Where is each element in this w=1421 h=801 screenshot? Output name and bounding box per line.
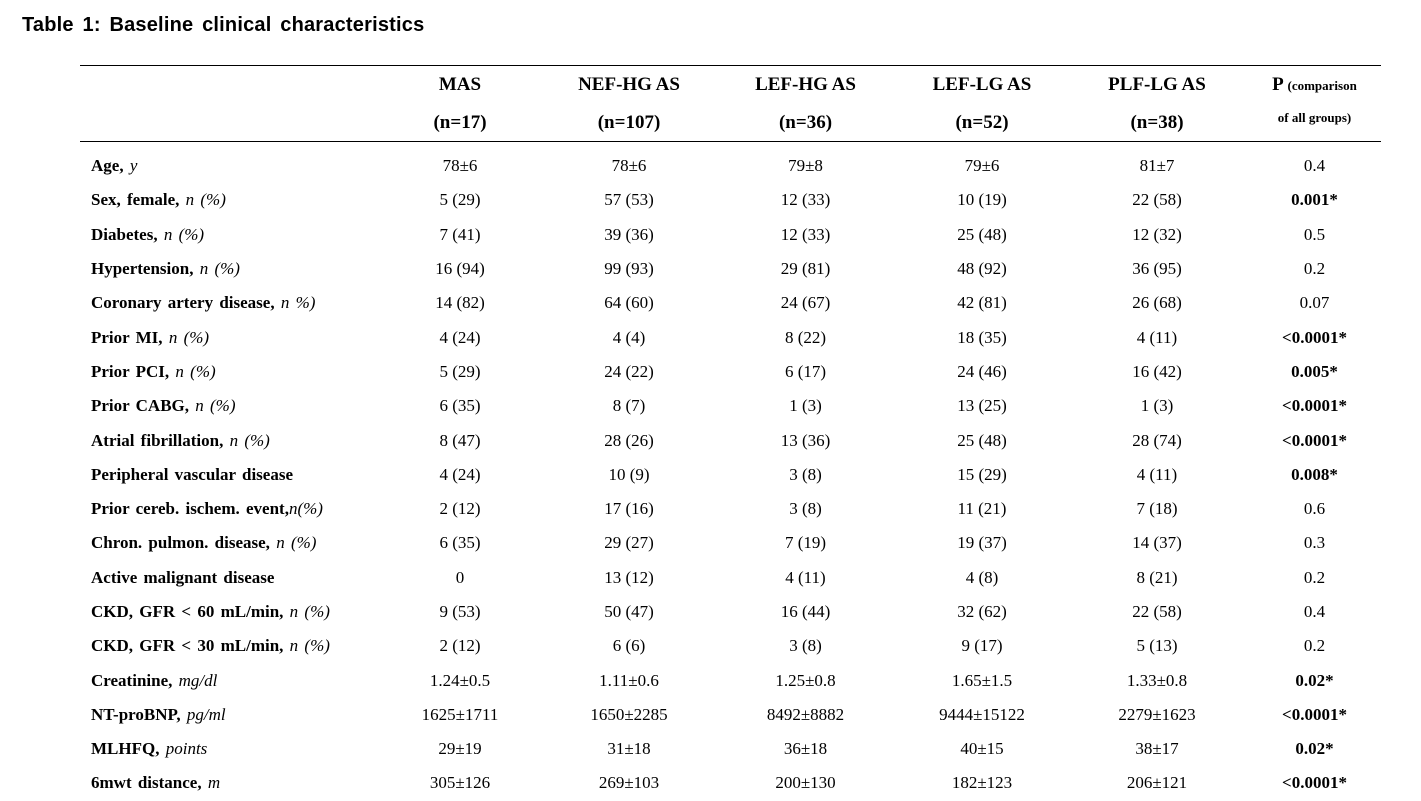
value-cell: 57 (53) [604, 190, 654, 210]
value-cell: 6 (35) [439, 396, 481, 416]
row-label-text: Coronary artery disease, [91, 293, 281, 313]
value-cell: 36±18 [783, 739, 828, 759]
p-value-cell: 0.4 [1303, 602, 1326, 621]
value-cell: 29±19 [438, 739, 482, 759]
row-label-text: 6mwt distance, [91, 773, 208, 793]
value-cell: 1.65±1.5 [951, 670, 1013, 690]
row-label-unit: n (%) [175, 361, 216, 381]
table-row [80, 423, 1381, 457]
row-label [80, 149, 375, 183]
row-label-text: Peripheral vascular disease [91, 464, 293, 484]
value-cell: 18 (35) [957, 327, 1007, 347]
value-cell: 8 (21) [1136, 567, 1178, 587]
value-cell: 9 (53) [439, 602, 481, 621]
table-row [80, 252, 1381, 286]
row-label-unit: n (%) [229, 430, 270, 450]
row-label-unit: points [165, 739, 208, 759]
row-label-unit: n (%) [185, 190, 226, 210]
value-cell: 5 (29) [439, 190, 481, 210]
value-cell: 0 [455, 567, 465, 587]
value-cell: 12 (33) [780, 224, 831, 244]
row-label-text: Prior cereb. ischem. event, [91, 499, 289, 519]
p-value-cell: 0.5 [1303, 224, 1326, 244]
value-cell: 4 (11) [785, 567, 826, 587]
value-cell: 79±8 [788, 156, 823, 176]
value-cell: 8 (47) [439, 430, 481, 450]
row-label [80, 663, 375, 697]
value-cell: 2 (12) [439, 499, 481, 519]
value-cell: 13 (36) [780, 430, 831, 450]
value-cell: 40±15 [960, 739, 1004, 759]
value-cell: 4 (24) [439, 464, 481, 484]
value-cell: 12 (33) [780, 190, 831, 210]
row-label [80, 595, 375, 629]
p-value-cell: 0.001* [1291, 190, 1338, 210]
value-cell: 8 (22) [784, 327, 827, 347]
value-cell: 1.25±0.8 [775, 670, 836, 690]
value-cell: 12 (32) [1132, 224, 1182, 244]
value-cell: 24 (46) [957, 361, 1007, 381]
p-value-cell: <0.0001* [1282, 704, 1347, 724]
value-cell: 8 (7) [612, 396, 646, 416]
p-value-cell: 0.2 [1303, 567, 1326, 587]
header-nef-hg: NEF-HG AS (n=107) [578, 74, 680, 133]
value-cell: 1.33±0.8 [1126, 670, 1188, 690]
table-row [80, 561, 1381, 595]
p-value-cell: 0.6 [1303, 499, 1326, 519]
row-label-unit: m [207, 773, 221, 793]
p-value-cell: 0.02* [1295, 670, 1334, 690]
value-cell: 2 (12) [439, 636, 481, 656]
value-cell: 78±6 [611, 156, 647, 176]
value-cell: 50 (47) [604, 602, 654, 621]
value-cell: 78±6 [442, 156, 478, 176]
value-cell: 1650±2285 [590, 704, 668, 724]
row-label-unit: n (%) [289, 602, 330, 621]
p-value-cell: 0.2 [1303, 259, 1326, 279]
table-row [80, 766, 1381, 800]
value-cell: 269±103 [598, 773, 660, 793]
p-value-cell: <0.0001* [1282, 773, 1347, 793]
value-cell: 1625±1711 [421, 704, 499, 724]
table-row [80, 458, 1381, 492]
value-cell: 81±7 [1139, 156, 1175, 176]
row-label [80, 218, 375, 252]
row-label-unit: n (%) [163, 224, 205, 244]
table-row [80, 183, 1381, 217]
value-cell: 17 (16) [604, 499, 654, 519]
row-label-text: Atrial fibrillation, [91, 430, 230, 450]
value-cell: 31±18 [607, 739, 651, 759]
value-cell: 11 (21) [957, 499, 1007, 519]
row-label-unit: n (%) [199, 259, 240, 279]
value-cell: 6 (35) [439, 533, 481, 553]
row-label-text: MLHFQ, [91, 739, 166, 759]
header-lef-hg: LEF-HG AS (n=36) [755, 74, 856, 133]
value-cell: 8492±8882 [766, 704, 845, 724]
value-cell: 25 (48) [957, 224, 1007, 244]
value-cell: 15 (29) [957, 464, 1007, 484]
row-label [80, 526, 375, 560]
value-cell: 48 (92) [957, 259, 1007, 279]
value-cell: 29 (81) [780, 259, 831, 279]
value-cell: 13 (12) [604, 567, 654, 587]
row-label-unit: n %) [280, 293, 316, 313]
value-cell: 39 (36) [604, 224, 654, 244]
row-label [80, 183, 375, 217]
p-value-cell: 0.07 [1299, 293, 1330, 313]
table-row [80, 492, 1381, 526]
baseline-characteristics-table [80, 66, 1381, 801]
row-label-text: Diabetes, [91, 224, 164, 244]
value-cell: 5 (29) [439, 361, 481, 381]
row-label-unit: n (%) [195, 396, 236, 416]
p-value-cell: <0.0001* [1282, 327, 1347, 347]
value-cell: 22 (58) [1132, 602, 1182, 621]
p-value-cell: 0.4 [1303, 156, 1326, 176]
row-label [80, 423, 375, 457]
p-value-cell: 0.02* [1295, 739, 1334, 759]
value-cell: 28 (74) [1132, 430, 1182, 450]
value-cell: 28 (26) [604, 430, 654, 450]
table-row [80, 663, 1381, 697]
table-title: Table 1: Baseline clinical characteristics [22, 14, 425, 36]
table-body [80, 149, 1381, 801]
table-row [80, 355, 1381, 389]
value-cell: 32 (62) [957, 602, 1007, 621]
row-label-text: Age, [91, 156, 130, 176]
value-cell: 3 (8) [789, 636, 822, 656]
value-cell: 16 (94) [435, 259, 485, 279]
p-value-cell: 0.005* [1291, 361, 1338, 381]
row-label [80, 458, 375, 492]
value-cell: 36 (95) [1132, 259, 1182, 279]
p-value-cell: 0.008* [1291, 464, 1338, 484]
row-label [80, 355, 375, 389]
value-cell: 4 (11) [1136, 327, 1178, 347]
value-cell: 9444±15122 [939, 704, 1025, 724]
value-cell: 13 (25) [957, 396, 1007, 416]
value-cell: 206±121 [1126, 773, 1188, 793]
value-cell: 1 (3) [1140, 396, 1174, 416]
p-value-cell: 0.3 [1303, 533, 1326, 553]
value-cell: 26 (68) [1132, 293, 1182, 313]
table-row [80, 320, 1381, 354]
table-row [80, 286, 1381, 320]
value-cell: 4 (24) [439, 327, 481, 347]
row-label-unit: y [129, 156, 138, 176]
row-label-text: Active malignant disease [91, 567, 275, 587]
value-cell: 16 (44) [780, 602, 831, 621]
row-label [80, 629, 375, 663]
table-row [80, 526, 1381, 560]
value-cell: 38±17 [1135, 739, 1179, 759]
row-label [80, 732, 375, 766]
value-cell: 7 (19) [784, 533, 827, 553]
value-cell: 64 (60) [604, 293, 654, 313]
value-cell: 79±6 [964, 156, 1000, 176]
value-cell: 4 (8) [965, 567, 999, 587]
table-row [80, 698, 1381, 732]
value-cell: 99 (93) [604, 259, 654, 279]
row-label-unit: n(%) [288, 499, 323, 519]
header-row [80, 66, 1381, 149]
row-label-text: Chron. pulmon. disease, [91, 533, 277, 553]
header-p-value: P (comparison of all groups) [1272, 74, 1357, 125]
value-cell: 4 (11) [1136, 464, 1178, 484]
value-cell: 200±130 [775, 773, 836, 793]
value-cell: 16 (42) [1132, 361, 1182, 381]
value-cell: 42 (81) [957, 293, 1007, 313]
value-cell: 1 (3) [789, 396, 822, 416]
row-label-text: Prior PCI, [91, 361, 176, 381]
value-cell: 9 (17) [961, 636, 1003, 656]
value-cell: 24 (67) [780, 293, 831, 313]
row-label-unit: mg/dl [178, 670, 218, 690]
row-label [80, 492, 375, 526]
p-value-cell: <0.0001* [1282, 430, 1347, 450]
value-cell: 7 (18) [1136, 499, 1178, 519]
row-label [80, 286, 375, 320]
row-label-unit: n (%) [168, 327, 210, 347]
value-cell: 25 (48) [957, 430, 1007, 450]
value-cell: 3 (8) [789, 499, 822, 519]
row-label [80, 698, 375, 732]
value-cell: 22 (58) [1132, 190, 1182, 210]
header-lef-lg: LEF-LG AS (n=52) [932, 74, 1032, 133]
header-plf-lg: PLF-LG AS (n=38) [1108, 74, 1206, 133]
value-cell: 24 (22) [604, 361, 654, 381]
row-label [80, 389, 375, 423]
value-cell: 305±126 [429, 773, 491, 793]
value-cell: 6 (6) [612, 636, 646, 656]
value-cell: 1.24±0.5 [429, 670, 491, 690]
row-label-text: CKD, GFR < 30 mL/min, [91, 636, 290, 656]
value-cell: 14 (82) [435, 293, 485, 313]
value-cell: 29 (27) [604, 533, 654, 553]
row-label [80, 252, 375, 286]
value-cell: 19 (37) [957, 533, 1007, 553]
row-label-text: Creatinine, [91, 670, 179, 690]
value-cell: 5 (13) [1136, 636, 1178, 656]
row-label-text: NT-proBNP, [91, 704, 187, 724]
value-cell: 10 (19) [957, 190, 1007, 210]
row-label-text: Hypertension, [91, 259, 200, 279]
value-cell: 14 (37) [1132, 533, 1182, 553]
table-row [80, 389, 1381, 423]
value-cell: 182±123 [951, 773, 1013, 793]
table-row [80, 218, 1381, 252]
header-empty-cell [80, 66, 375, 149]
header-mas: MAS (n=17) [433, 74, 487, 133]
value-cell: 7 (41) [439, 224, 481, 244]
table-row [80, 595, 1381, 629]
row-label [80, 561, 375, 595]
table-row [80, 732, 1381, 766]
table-row [80, 629, 1381, 663]
value-cell: 3 (8) [789, 464, 822, 484]
p-value-cell: 0.2 [1303, 636, 1326, 656]
row-label [80, 766, 375, 800]
value-cell: 1.11±0.6 [599, 670, 659, 690]
p-value-cell: <0.0001* [1282, 396, 1347, 416]
row-label-text: CKD, GFR < 60 mL/min, [91, 602, 290, 621]
row-label-unit: n (%) [289, 636, 330, 656]
row-label-text: Prior MI, [91, 327, 169, 347]
row-label-unit: n (%) [276, 533, 317, 553]
row-label-unit: pg/ml [186, 704, 226, 724]
value-cell: 10 (9) [608, 464, 650, 484]
value-cell: 2279±1623 [1118, 704, 1196, 724]
row-label [80, 320, 375, 354]
value-cell: 4 (4) [612, 327, 646, 347]
value-cell: 6 (17) [784, 361, 827, 381]
table-row [80, 149, 1381, 183]
row-label-text: Sex, female, [91, 190, 186, 210]
row-label-text: Prior CABG, [91, 396, 196, 416]
